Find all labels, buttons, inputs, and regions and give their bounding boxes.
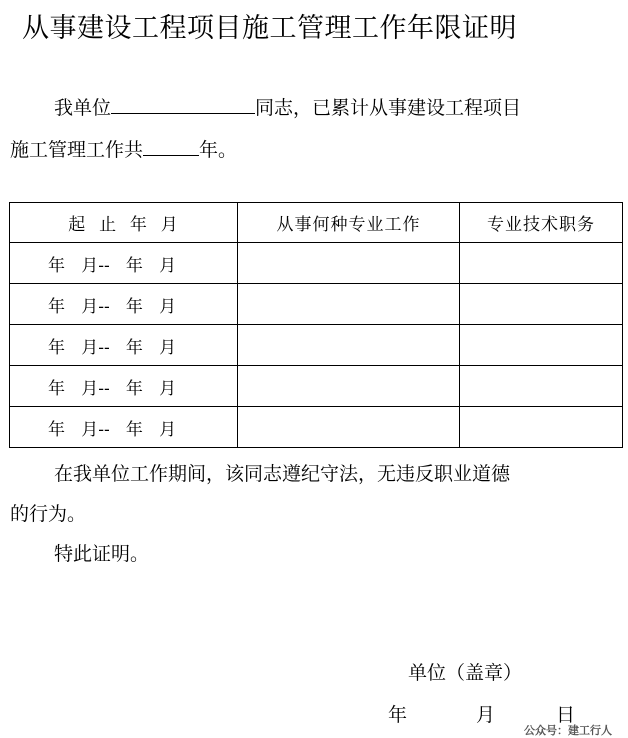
table-row: [10, 325, 623, 366]
watermark-text: 公众号：建工行人: [524, 724, 612, 737]
work-cell[interactable]: [238, 243, 460, 284]
work-cell[interactable]: [238, 407, 460, 448]
date-month-label: 月: [476, 704, 496, 726]
date-cell: 年 月-- 年 月: [10, 407, 238, 448]
years-blank[interactable]: [143, 137, 199, 156]
header-work: 从事何种专业工作: [238, 203, 460, 243]
table-row: [10, 243, 623, 284]
table-row: [10, 284, 623, 325]
date-cell: 年 月-- 年 月: [10, 325, 238, 366]
certify-line-1: [54, 93, 521, 120]
document-title: 从事建设工程项目施工管理工作年限证明: [22, 13, 517, 44]
header-period: 起 止 年 月: [10, 203, 238, 243]
title-cell[interactable]: [460, 407, 623, 448]
conduct-line-2: 的行为。: [10, 503, 87, 525]
date-cell: 年 月-- 年 月: [10, 366, 238, 407]
work-cell[interactable]: [238, 366, 460, 407]
work-cell[interactable]: [238, 325, 460, 366]
title-cell[interactable]: [460, 243, 623, 284]
date-year-label: 年: [388, 704, 408, 726]
date-day-label: 日: [556, 704, 576, 726]
table-row: [10, 366, 623, 407]
table-header-row: [10, 203, 623, 243]
date-cell: 年 月-- 年 月: [10, 243, 238, 284]
line2-prefix: 施工管理工作共: [10, 139, 144, 161]
middle-text: 同志，已累计从事建设工程项目: [255, 97, 522, 119]
certify-line-2: [10, 135, 237, 162]
prefix-text: 我单位: [54, 97, 112, 119]
line2-suffix: 年。: [199, 139, 238, 161]
table-row: [10, 407, 623, 448]
conduct-line-1: 在我单位工作期间，该同志遵纪守法，无违反职业道德: [54, 463, 511, 485]
title-cell[interactable]: [460, 325, 623, 366]
work-history-table: [9, 202, 623, 448]
date-cell: 年 月-- 年 月: [10, 284, 238, 325]
name-blank[interactable]: [111, 95, 255, 114]
certify-closing: 特此证明。: [54, 543, 150, 565]
title-cell[interactable]: [460, 284, 623, 325]
work-cell[interactable]: [238, 284, 460, 325]
unit-seal-label: 单位（盖章）: [408, 662, 523, 684]
header-title: 专业技术职务: [460, 203, 623, 243]
title-cell[interactable]: [460, 366, 623, 407]
